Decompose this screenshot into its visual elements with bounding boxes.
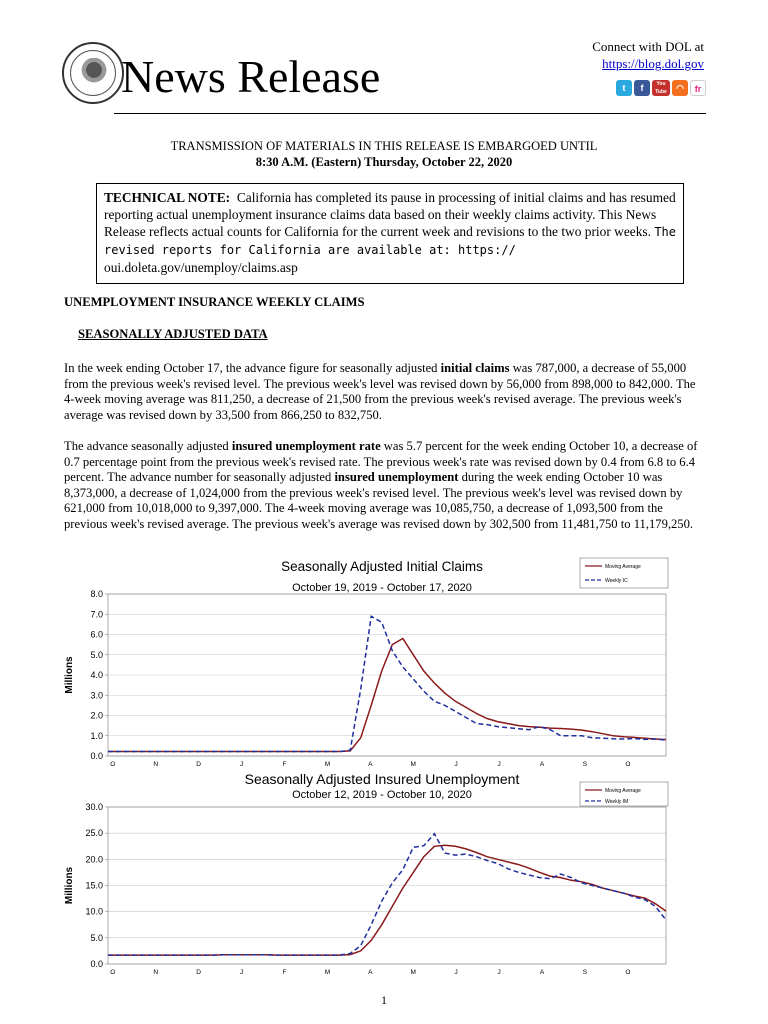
technical-note-text: California has completed its pause in processing of initial claims and has resumed reporting actual unemployment insurance claims data based on their weekly claims activity. This News Release reflects actual counts for California for the current week and revisions to the two prior weeks. [104, 190, 676, 239]
y-tick-label: 0.0 [90, 751, 103, 761]
chart-subtitle: October 12, 2019 - October 10, 2020 [292, 789, 472, 801]
x-tick-label: N [153, 761, 159, 768]
x-tick-label: A [368, 761, 373, 768]
x-tick-label: O [110, 969, 116, 976]
y-tick-label: 6.0 [90, 629, 103, 640]
y-axis-label: Millions [64, 656, 75, 694]
y-tick-label: 2.0 [90, 710, 103, 721]
legend-label: Moving Average [605, 788, 641, 794]
chart-title: Seasonally Adjusted Insured Unemployment [244, 771, 520, 787]
x-tick-label: M [324, 969, 331, 976]
y-tick-label: 4.0 [90, 670, 103, 680]
y-tick-label: 20.0 [85, 854, 103, 865]
header-divider [114, 113, 706, 114]
subsection-heading: SEASONALLY ADJUSTED DATA [78, 327, 268, 341]
x-tick-label: J [239, 761, 244, 768]
weekly-series-line [108, 616, 666, 751]
flickr-icon[interactable]: fr [690, 80, 706, 96]
insured-unemployment-chart [60, 770, 678, 982]
x-tick-label: A [539, 761, 545, 768]
technical-note-label: TECHNICAL NOTE: [104, 190, 231, 205]
x-tick-label: S [582, 969, 588, 976]
y-tick-label: 7.0 [90, 609, 103, 620]
initial-claims-chart [60, 555, 678, 770]
technical-note-url: oui.doleta.gov/unemploy/claims.asp [104, 260, 298, 275]
legend-label: Weekly IM [605, 799, 629, 805]
y-tick-label: 30.0 [85, 802, 103, 812]
y-tick-label: 5.0 [90, 932, 103, 943]
social-icons [616, 80, 706, 96]
x-tick-label: N [153, 969, 159, 976]
embargo-notice [0, 138, 768, 170]
chart-subtitle: October 19, 2019 - October 17, 2020 [292, 582, 472, 594]
x-tick-label: O [625, 761, 631, 768]
x-tick-label: A [368, 969, 373, 976]
x-tick-label: O [110, 761, 116, 768]
connect-block [592, 38, 704, 72]
x-tick-label: F [282, 761, 287, 768]
chart-title: Seasonally Adjusted Initial Claims [281, 559, 483, 574]
y-tick-label: 3.0 [90, 690, 103, 701]
x-tick-label: F [282, 969, 287, 976]
legend-label: Moving Average [605, 564, 641, 570]
x-tick-label: D [196, 969, 201, 976]
section-heading: UNEMPLOYMENT INSURANCE WEEKLY CLAIMS [64, 295, 365, 309]
blog-link[interactable]: https://blog.dol.gov [602, 56, 704, 71]
y-tick-label: 10.0 [85, 906, 103, 917]
embargo-line1: TRANSMISSION OF MATERIALS IN THIS RELEASE IS EMBARGOED UNTIL [170, 139, 598, 153]
x-tick-label: M [410, 761, 416, 768]
y-tick-label: 25.0 [85, 828, 103, 839]
x-tick-label: O [625, 969, 631, 976]
x-tick-label: M [324, 761, 331, 768]
page-title: News Release [121, 51, 381, 102]
x-tick-label: J [454, 761, 458, 768]
legend-label: Weekly IC [605, 578, 628, 584]
y-tick-label: 8.0 [90, 589, 103, 599]
x-tick-label: J [239, 969, 244, 976]
x-tick-label: A [539, 969, 545, 976]
x-tick-label: M [410, 969, 416, 976]
x-tick-label: D [196, 761, 201, 768]
moving-average-line [108, 845, 666, 955]
x-tick-label: J [454, 969, 458, 976]
technical-note-revised: The revised reports for California are available at: https:// [104, 225, 677, 257]
x-tick-label: S [582, 761, 588, 768]
weekly-series-line [108, 834, 666, 955]
youtube-icon[interactable]: You Tube [652, 80, 670, 96]
dol-seal-logo [62, 42, 124, 104]
y-axis-label: Millions [64, 866, 75, 905]
rss-icon[interactable]: ◠ [672, 80, 688, 96]
insured-unemployment-paragraph: The advance seasonally adjusted insured unemployment rate was 5.7 percent for the week ending October 10, a decrease of 0.7 percentage point from the previous week's revised rate. The previous week's rate was revised down by 0.4 from 6.8 to 6.4 percent. The advance number for seasonally adjusted insured unemployment during the week ending October 10 was 8,373,000, a decrease of 1,024,000 from the previous week's revised level. The previous week's level was revised down by 621,000 from 10,018,000 to 9,397,000. The 4-week moving average was 10,085,750, a decrease of 1,093,500 from the previous week's revised average. The previous week's average was revised down by 302,500 from 11,481,750 to 11,179,250. [64, 439, 698, 531]
page-number: 1 [381, 993, 387, 1007]
y-tick-label: 1.0 [90, 730, 103, 741]
embargo-line2: 8:30 A.M. (Eastern) Thursday, October 22, 2020 [255, 155, 513, 169]
twitter-icon[interactable]: t [616, 80, 632, 96]
technical-note-box [96, 183, 684, 284]
initial-claims-paragraph: In the week ending October 17, the advance figure for seasonally adjusted initial claims was 787,000, a decrease of 55,000 from the previous week's revised level. The previous week's level was revised down by 56,000 from 898,000 to 842,000. The 4-week moving average was 811,250, a decrease of 21,500 from the previous week's revised average. The previous week's average was revised down by 33,500 from 866,250 to 832,750. [64, 361, 696, 422]
connect-text: Connect with DOL at [592, 39, 704, 54]
y-tick-label: 15.0 [85, 880, 103, 891]
y-tick-label: 5.0 [90, 649, 103, 660]
x-tick-label: J [497, 761, 501, 768]
y-tick-label: 0.0 [90, 959, 103, 969]
facebook-icon[interactable]: f [634, 80, 650, 96]
x-tick-label: J [497, 969, 501, 976]
